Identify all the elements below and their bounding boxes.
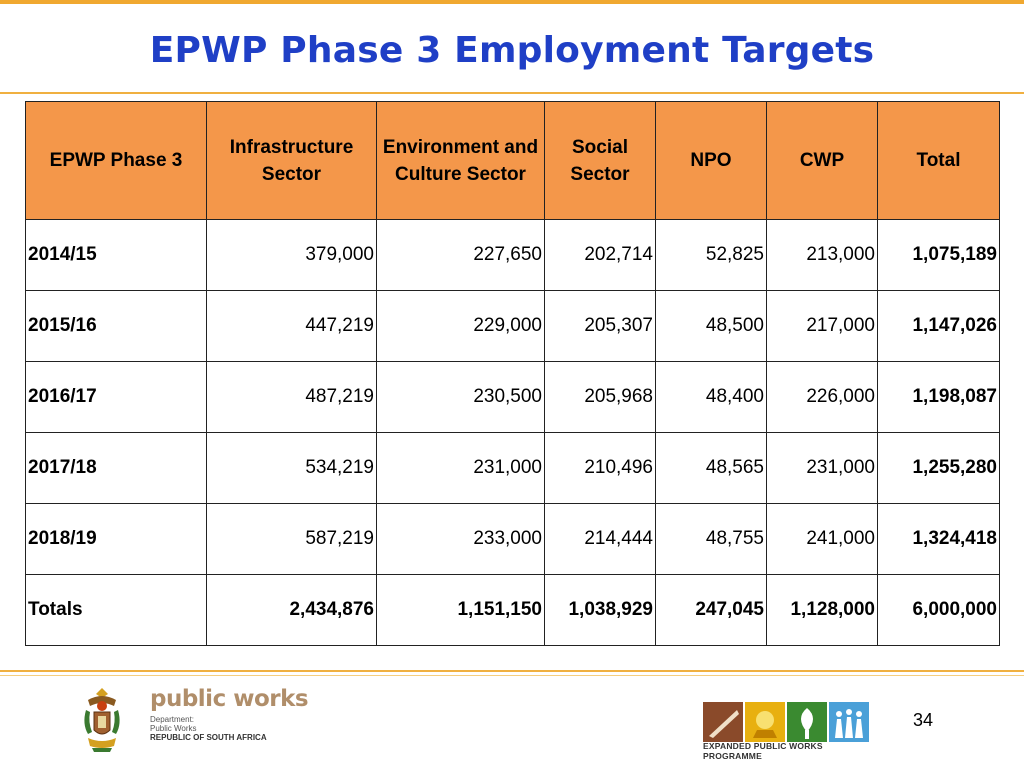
total-cell: 1,075,189	[878, 220, 1000, 291]
header-cell: EPWP Phase 3	[26, 102, 207, 220]
year-cell: 2018/19	[26, 504, 207, 575]
infrastructure-cell: 487,219	[207, 362, 377, 433]
npo-cell: 48,755	[656, 504, 767, 575]
slide-title: EPWP Phase 3 Employment Targets	[149, 30, 875, 71]
public-works-logo	[150, 686, 308, 742]
social-cell: 210,496	[545, 433, 656, 504]
total-cell: 1,198,087	[878, 362, 1000, 433]
social-cell: 202,714	[545, 220, 656, 291]
header-cell: NPO	[656, 102, 767, 220]
footer-divider-thin	[0, 675, 1024, 676]
infrastructure-cell: 447,219	[207, 291, 377, 362]
cwp-cell: 213,000	[767, 220, 878, 291]
environment-culture-cell: 233,000	[377, 504, 545, 575]
table-row	[26, 362, 1000, 433]
npo-total: 247,045	[656, 575, 767, 646]
environment-culture-cell: 229,000	[377, 291, 545, 362]
header-cell: Environment and Culture Sector	[377, 102, 545, 220]
npo-cell: 52,825	[656, 220, 767, 291]
header-cell: CWP	[767, 102, 878, 220]
environment-culture-cell: 227,650	[377, 220, 545, 291]
department-name: Public Works	[150, 724, 197, 733]
header-cell: Social Sector	[545, 102, 656, 220]
npo-cell: 48,400	[656, 362, 767, 433]
infrastructure-cell: 534,219	[207, 433, 377, 504]
grand-total: 6,000,000	[878, 575, 1000, 646]
infrastructure-total: 2,434,876	[207, 575, 377, 646]
npo-cell: 48,500	[656, 291, 767, 362]
public-works-subtext	[150, 715, 308, 742]
npo-cell: 48,565	[656, 433, 767, 504]
total-cell: 1,255,280	[878, 433, 1000, 504]
total-cell: 1,324,418	[878, 504, 1000, 575]
infrastructure-cell: 587,219	[207, 504, 377, 575]
table-row	[26, 291, 1000, 362]
top-accent-rule	[0, 0, 1024, 4]
environment-culture-cell: 230,500	[377, 362, 545, 433]
cwp-total: 1,128,000	[767, 575, 878, 646]
employment-targets-table	[25, 101, 1000, 646]
year-cell: 2017/18	[26, 433, 207, 504]
title-divider	[0, 92, 1024, 94]
cwp-cell: 226,000	[767, 362, 878, 433]
environment-culture-total: 1,151,150	[377, 575, 545, 646]
header-cell: Infrastructure Sector	[207, 102, 377, 220]
totals-row	[26, 575, 1000, 646]
social-cell: 205,968	[545, 362, 656, 433]
infrastructure-cell: 379,000	[207, 220, 377, 291]
table-row	[26, 220, 1000, 291]
totals-label: Totals	[26, 575, 207, 646]
republic-label: REPUBLIC OF SOUTH AFRICA	[150, 733, 267, 742]
header-cell: Total	[878, 102, 1000, 220]
cwp-cell: 217,000	[767, 291, 878, 362]
year-cell: 2016/17	[26, 362, 207, 433]
year-cell: 2014/15	[26, 220, 207, 291]
table-row	[26, 504, 1000, 575]
department-label: Department:	[150, 715, 195, 724]
social-cell: 214,444	[545, 504, 656, 575]
coat-of-arms-icon	[78, 684, 126, 754]
cwp-cell: 241,000	[767, 504, 878, 575]
social-cell: 205,307	[545, 291, 656, 362]
table-header-row	[26, 102, 1000, 220]
total-cell: 1,147,026	[878, 291, 1000, 362]
footer-divider	[0, 670, 1024, 672]
environment-culture-cell: 231,000	[377, 433, 545, 504]
year-cell: 2015/16	[26, 291, 207, 362]
social-total: 1,038,929	[545, 575, 656, 646]
page-number: 34	[913, 710, 934, 730]
cwp-cell: 231,000	[767, 433, 878, 504]
public-works-wordmark: public works	[150, 686, 309, 712]
epwp-caption: EXPANDED PUBLIC WORKS PROGRAMME	[703, 741, 823, 761]
table-row	[26, 433, 1000, 504]
